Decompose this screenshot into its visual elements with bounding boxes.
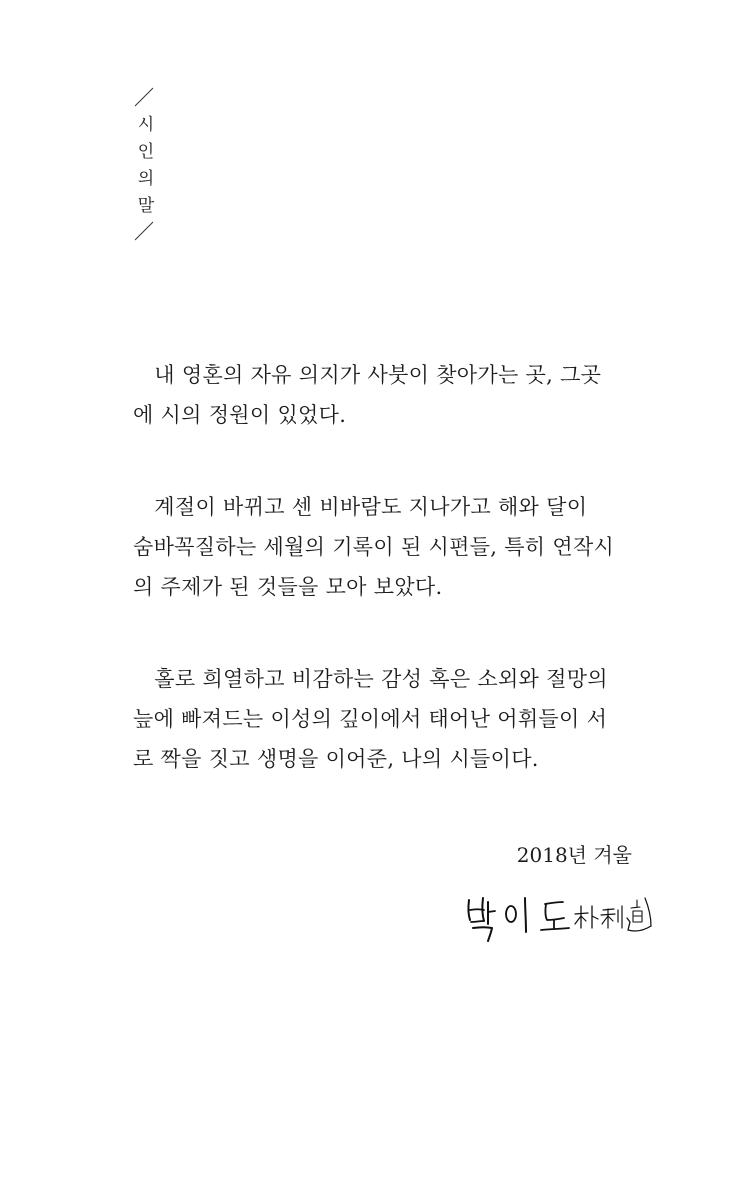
heading-char: 인 bbox=[137, 142, 155, 162]
slash-mark-top bbox=[133, 86, 155, 108]
heading-char: 말 bbox=[137, 196, 155, 216]
paragraph-line: 의 주제가 된 것들을 모아 보았다. bbox=[133, 575, 443, 599]
paragraph-line: 홀로 희열하고 비감하는 감성 혹은 소외와 절망의 bbox=[133, 667, 608, 691]
slash-mark-bottom bbox=[133, 220, 155, 242]
paragraph-line: 늪에 빠져드는 이성의 깊이에서 태어난 어휘들이 서 bbox=[133, 707, 608, 731]
paragraph-line: 로 짝을 짓고 생명을 이어준, 나의 시들이다. bbox=[133, 747, 539, 771]
paragraph-line: 계절이 바뀌고 센 비바람도 지나가고 해와 달이 bbox=[133, 495, 588, 519]
heading-char: 시 bbox=[137, 115, 155, 135]
heading-title bbox=[135, 112, 157, 220]
paragraph-line: 내 영혼의 자유 의지가 사붓이 찾아가는 곳, 그곳 bbox=[133, 363, 602, 387]
date-line: 2018년 겨울 bbox=[516, 843, 632, 867]
section-heading bbox=[133, 86, 163, 246]
paragraph-1 bbox=[133, 355, 633, 435]
paragraph-3 bbox=[133, 659, 633, 779]
paragraph-line: 숨바꼭질하는 세월의 기록이 된 시편들, 특히 연작시 bbox=[133, 535, 615, 559]
paragraph-2 bbox=[133, 487, 633, 607]
paragraph-line: 에 시의 정원이 있었다. bbox=[133, 403, 347, 427]
author-signature bbox=[455, 878, 655, 942]
heading-char: 의 bbox=[137, 169, 155, 189]
